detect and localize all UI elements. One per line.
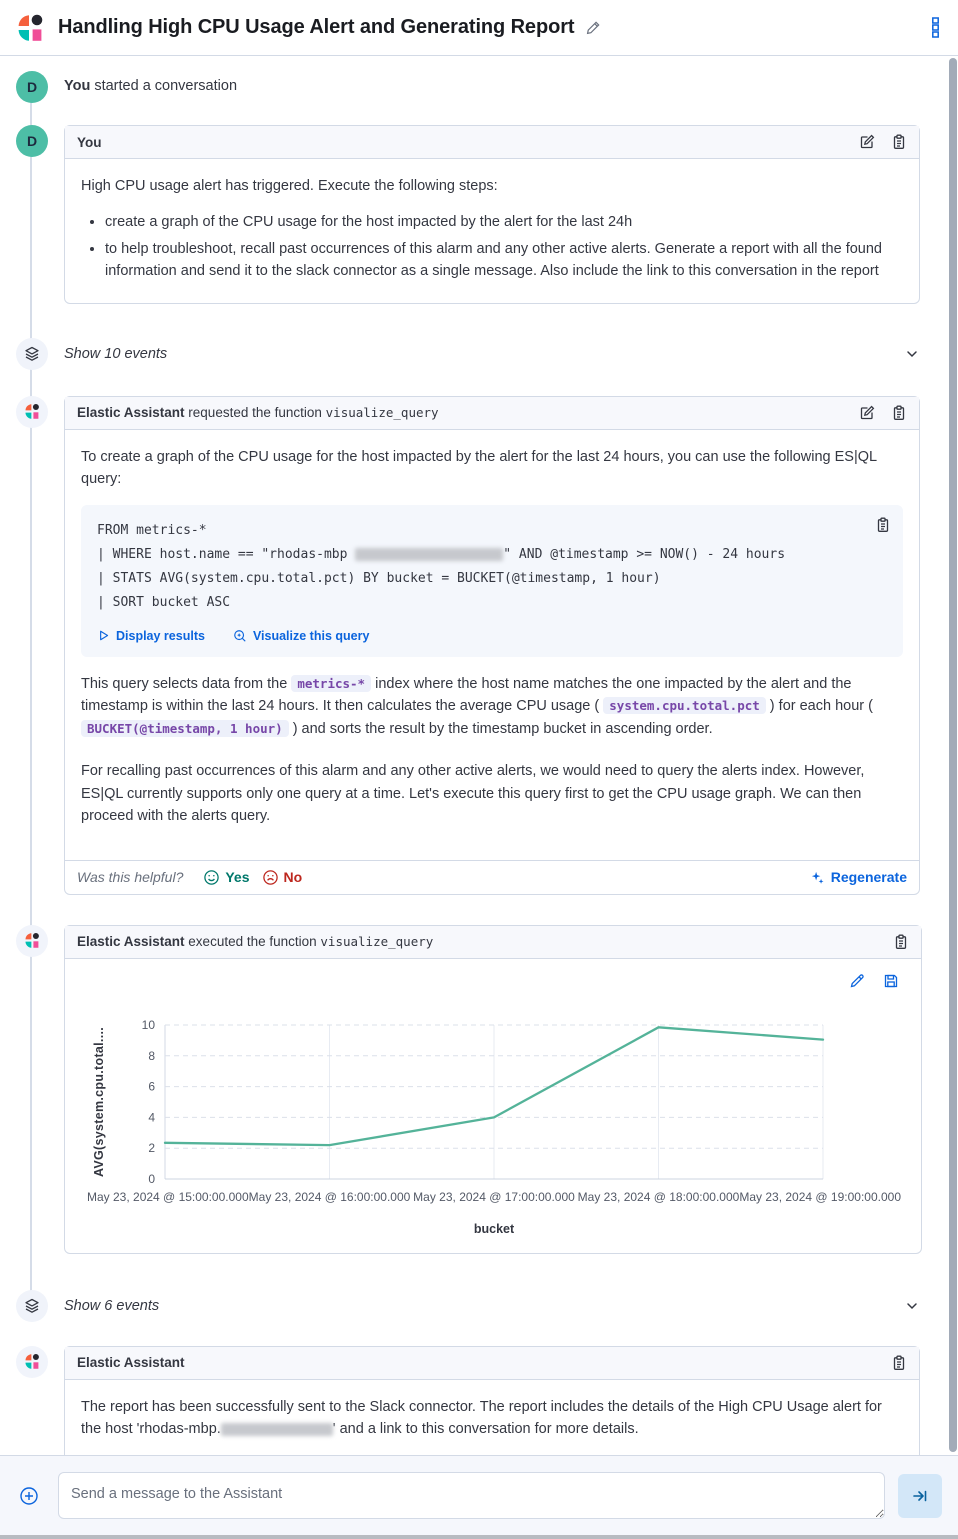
svg-text:2: 2	[148, 1140, 155, 1155]
page-title: Handling High CPU Usage Alert and Generating Report	[58, 16, 575, 38]
svg-text:6: 6	[148, 1079, 155, 1094]
conversation-header	[0, 0, 958, 56]
assistant-final-message: The report has been successfully sent to the Slack connector. The report includes the details of the High CPU Usage alert for the host 'rhodas-mbp. ' and a link to this conversation for more details.	[81, 1398, 882, 1438]
scrollbar-track	[948, 57, 958, 1455]
function-name: visualize_query	[325, 405, 439, 421]
svg-text:May 23, 2024 @ 18:00:00.000: May 23, 2024 @ 18:00:00.000	[577, 1189, 740, 1204]
edit-icon	[859, 134, 875, 150]
window-edge	[0, 1535, 958, 1539]
show-events-label: Show 6 events	[64, 1297, 160, 1314]
user-message-panel	[64, 125, 920, 304]
show-events-row-1[interactable]	[0, 338, 958, 370]
edit-title-button[interactable]	[586, 20, 601, 35]
user-avatar: D	[16, 71, 48, 103]
message-input[interactable]	[58, 1472, 885, 1519]
edit-visualization-button[interactable]	[849, 973, 865, 989]
send-icon	[911, 1487, 929, 1505]
copy-icon	[891, 134, 907, 150]
svg-text:0: 0	[148, 1171, 155, 1186]
assistant-chart-panel	[64, 925, 922, 1254]
code-line: FROM metrics-*	[97, 522, 207, 538]
author-label: Elastic Assistant	[77, 934, 185, 950]
svg-text:8: 8	[148, 1048, 155, 1063]
regenerate-button[interactable]: Regenerate	[810, 869, 907, 885]
assistant-avatar	[16, 925, 48, 957]
inline-code: system.cpu.total.pct	[603, 697, 766, 714]
layers-icon	[16, 1290, 48, 1322]
play-icon	[97, 629, 110, 642]
assistant-final-header	[65, 1347, 919, 1380]
conversation-start-row	[0, 71, 958, 103]
copy-icon-button[interactable]	[893, 934, 909, 950]
assistant-avatar	[16, 396, 48, 428]
list-item: • to help troubleshoot, recall past occurrences of this alarm and any other active alerts. Generate a report with all the found information and send it to the slack connector as a single message. Also include the link to this conversation in the report	[105, 238, 903, 283]
edit-message-button[interactable]	[859, 134, 875, 150]
svg-text:AVG(system.cpu.total....: AVG(system.cpu.total....	[92, 1026, 106, 1177]
code-line: | SORT bucket ASC	[97, 594, 231, 610]
display-results-button[interactable]: Display results	[97, 629, 205, 643]
show-events-label: Show 10 events	[64, 345, 168, 362]
plus-circle-icon	[19, 1486, 39, 1506]
chevron-down-icon	[904, 346, 920, 362]
copy-icon-button[interactable]	[891, 1355, 907, 1371]
assistant-request-header	[65, 397, 919, 430]
visualize-query-button[interactable]: Visualize this query	[233, 629, 369, 643]
copy-icon	[875, 517, 891, 533]
author-label: Elastic Assistant	[77, 405, 185, 421]
expand-events-button[interactable]	[904, 1298, 920, 1314]
copy-icon	[891, 1355, 907, 1371]
user-message-row	[0, 125, 958, 304]
esql-code-block	[81, 505, 903, 657]
svg-text:May 23, 2024 @ 19:00:00.000: May 23, 2024 @ 19:00:00.000	[739, 1189, 901, 1204]
action-label: requested the function	[184, 405, 326, 421]
code-line: | WHERE host.name == "rhodas-mbp " AND @timestamp >= NOW() - 24 hours	[97, 546, 786, 562]
user-message-body	[65, 159, 919, 303]
svg-text:May 23, 2024 @ 16:00:00.000: May 23, 2024 @ 16:00:00.000	[248, 1189, 411, 1204]
feedback-yes-button[interactable]: Yes	[203, 869, 249, 886]
user-message-list	[81, 211, 903, 282]
assistant-explanation-2: For recalling past occurrences of this alarm and any other active alerts, we would need to query the alerts index. However, ES|QL currently supports only one query at a time. Let's execute this query first to get the CPU usage graph. We can then proceed with the alerts query.	[81, 763, 865, 825]
inline-code: metrics-*	[291, 675, 371, 692]
cpu-usage-chart	[81, 1013, 905, 1239]
feedback-question: Was this helpful?	[77, 869, 184, 886]
user-message-intro: High CPU usage alert has triggered. Execute the following steps:	[81, 178, 498, 194]
pencil-icon	[586, 20, 601, 35]
assistant-intro: To create a graph of the CPU usage for the host impacted by the alert for the last 24 hours, you can use the following ES|QL query:	[81, 448, 877, 488]
feedback-no-button[interactable]: No	[262, 869, 303, 886]
list-item: • create a graph of the CPU usage for the host impacted by the alert for the last 24h	[105, 211, 903, 233]
assistant-request-row	[0, 396, 958, 895]
sparkles-icon	[810, 870, 825, 885]
chevron-down-icon	[904, 1298, 920, 1314]
elastic-logo	[16, 13, 46, 43]
copy-icon-button[interactable]	[891, 134, 907, 150]
svg-text:May 23, 2024 @ 17:00:00.000: May 23, 2024 @ 17:00:00.000	[413, 1189, 575, 1204]
add-button[interactable]	[19, 1486, 39, 1506]
save-icon	[883, 973, 899, 989]
pencil-icon	[849, 973, 865, 989]
conversation-start-text: You started a conversation	[64, 78, 238, 94]
copy-icon-button[interactable]	[891, 405, 907, 421]
send-button[interactable]	[898, 1474, 942, 1518]
edit-icon	[859, 405, 875, 421]
save-visualization-button[interactable]	[883, 973, 899, 989]
code-line: | STATS AVG(system.cpu.total.pct) BY bucket = BUCKET(@timestamp, 1 hour)	[97, 570, 661, 586]
redacted-text	[221, 1423, 333, 1436]
user-message-header	[65, 126, 919, 159]
conversation-menu-button[interactable]	[931, 17, 940, 38]
smile-icon	[203, 869, 220, 886]
redacted-text	[355, 548, 503, 561]
edit-message-button[interactable]	[859, 405, 875, 421]
feedback-bar	[65, 860, 919, 894]
line-chart-svg	[81, 1013, 905, 1239]
assistant-avatar	[16, 1346, 48, 1378]
boxes-vertical-icon	[931, 17, 940, 38]
copy-icon	[893, 934, 909, 950]
conversation-scroll-area	[0, 57, 958, 1455]
assistant-chart-header	[65, 926, 921, 959]
action-label: executed the function	[184, 934, 321, 950]
scrollbar-thumb[interactable]	[949, 58, 957, 1452]
author-label: You	[77, 134, 102, 150]
copy-code-button[interactable]	[875, 517, 891, 533]
layers-icon	[16, 338, 48, 370]
lens-icon	[233, 629, 247, 643]
svg-text:May 23, 2024 @ 15:00:00.000: May 23, 2024 @ 15:00:00.000	[87, 1189, 249, 1204]
message-composer	[0, 1455, 958, 1535]
copy-icon	[891, 405, 907, 421]
assistant-chart-row	[0, 925, 958, 1254]
frown-icon	[262, 869, 279, 886]
assistant-chart-body	[65, 959, 921, 1253]
assistant-request-body	[65, 430, 919, 844]
svg-text:bucket: bucket	[473, 1221, 515, 1236]
assistant-explanation: This query selects data from the metrics-* index where the host name matches the one impacted by the alert and the timestamp is within the last 24 hours. It then calculates the average CPU usage ( system.cpu.total.pct ) for each hour ( BUCKET(@timestamp, 1 hour) ) and sorts the result by the timestamp bucket in ascending order.	[81, 675, 873, 737]
function-name: visualize_query	[320, 934, 434, 950]
assistant-final-body	[65, 1380, 919, 1455]
svg-text:4: 4	[148, 1110, 155, 1125]
expand-events-button[interactable]	[904, 346, 920, 362]
show-events-row-2[interactable]	[0, 1290, 958, 1322]
inline-code: BUCKET(@timestamp, 1 hour)	[81, 720, 289, 737]
svg-text:10: 10	[141, 1017, 155, 1032]
user-avatar: D	[16, 125, 48, 157]
author-label: Elastic Assistant	[77, 1355, 185, 1371]
assistant-request-panel	[64, 396, 920, 895]
